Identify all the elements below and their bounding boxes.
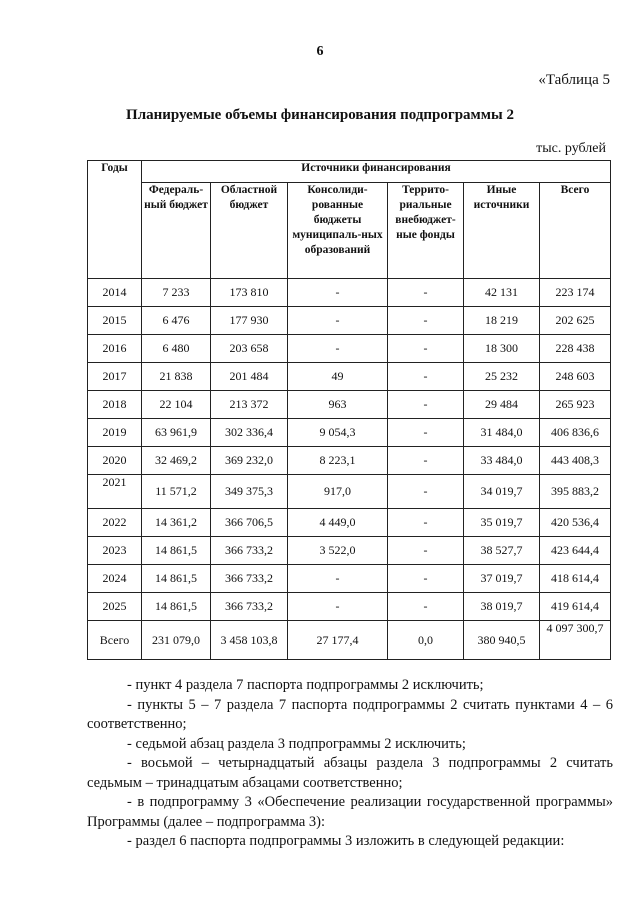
cell: 6 480 xyxy=(142,335,211,363)
cell: 8 223,1 xyxy=(288,447,388,475)
cell: 302 336,4 xyxy=(211,419,288,447)
cell: 38 019,7 xyxy=(464,593,540,621)
table-row xyxy=(88,509,611,537)
table-row-total xyxy=(88,621,611,660)
cell: 223 174 xyxy=(540,279,611,307)
cell: 31 484,0 xyxy=(464,419,540,447)
cell: - xyxy=(388,335,464,363)
cell: - xyxy=(388,593,464,621)
cell: - xyxy=(388,419,464,447)
cell: 9 054,3 xyxy=(288,419,388,447)
cell: 14 361,2 xyxy=(142,509,211,537)
units-label: тыс. рублей xyxy=(536,141,606,156)
cell: 177 930 xyxy=(211,307,288,335)
cell: 173 810 xyxy=(211,279,288,307)
cell: 14 861,5 xyxy=(142,565,211,593)
cell: 11 571,2 xyxy=(142,475,211,509)
cell: 265 923 xyxy=(540,391,611,419)
cell: 203 658 xyxy=(211,335,288,363)
cell: 37 019,7 xyxy=(464,565,540,593)
financing-table xyxy=(87,160,611,660)
cell: 6 476 xyxy=(142,307,211,335)
cell: - xyxy=(388,475,464,509)
cell: 3 522,0 xyxy=(288,537,388,565)
page-number: 6 xyxy=(316,44,324,59)
cell: 33 484,0 xyxy=(464,447,540,475)
cell: 25 232 xyxy=(464,363,540,391)
cell: 228 438 xyxy=(540,335,611,363)
paragraph: - пункт 4 раздела 7 паспорта подпрограммы 2 исключить; xyxy=(127,677,484,693)
table-row xyxy=(88,335,611,363)
header-regional: Областной бюджет xyxy=(211,183,288,279)
cell: 18 300 xyxy=(464,335,540,363)
cell: 4 097 300,7 xyxy=(540,621,611,660)
cell: - xyxy=(388,279,464,307)
cell: 231 079,0 xyxy=(142,621,211,660)
header-other-sources: Иные источники xyxy=(464,183,540,279)
cell-year: 2015 xyxy=(88,307,142,335)
table-row xyxy=(88,391,611,419)
cell: 7 233 xyxy=(142,279,211,307)
cell-year: 2025 xyxy=(88,593,142,621)
cell-year: Всего xyxy=(88,621,142,660)
paragraph: - в подпрограмму 3 «Обеспечение реализации государственной программы» Программы (далее – подпрограмма 3): xyxy=(87,794,613,830)
paragraph: - раздел 6 паспорта подпрограммы 3 изложить в следующей редакции: xyxy=(127,833,565,849)
cell: 349 375,3 xyxy=(211,475,288,509)
cell: 27 177,4 xyxy=(288,621,388,660)
cell: 3 458 103,8 xyxy=(211,621,288,660)
cell: 22 104 xyxy=(142,391,211,419)
cell: 4 449,0 xyxy=(288,509,388,537)
cell: 418 614,4 xyxy=(540,565,611,593)
header-sources: Источники финансирования xyxy=(142,161,611,183)
cell: 38 527,7 xyxy=(464,537,540,565)
cell: 248 603 xyxy=(540,363,611,391)
table-row xyxy=(88,419,611,447)
cell: 0,0 xyxy=(388,621,464,660)
cell: 423 644,4 xyxy=(540,537,611,565)
header-years: Годы xyxy=(88,161,142,279)
cell: 14 861,5 xyxy=(142,593,211,621)
cell: 63 961,9 xyxy=(142,419,211,447)
cell-year: 2018 xyxy=(88,391,142,419)
cell: 18 219 xyxy=(464,307,540,335)
cell: - xyxy=(388,307,464,335)
cell: 380 940,5 xyxy=(464,621,540,660)
cell-year: 2024 xyxy=(88,565,142,593)
cell: 420 536,4 xyxy=(540,509,611,537)
cell: 42 131 xyxy=(464,279,540,307)
cell-year: 2023 xyxy=(88,537,142,565)
cell: - xyxy=(288,307,388,335)
cell-year: 2021 xyxy=(88,475,142,509)
cell-year: 2022 xyxy=(88,509,142,537)
table-row xyxy=(88,475,611,509)
cell: 963 xyxy=(288,391,388,419)
table-label: «Таблица 5 xyxy=(538,72,610,88)
cell: 35 019,7 xyxy=(464,509,540,537)
cell: - xyxy=(388,447,464,475)
table-row xyxy=(88,537,611,565)
cell: - xyxy=(388,391,464,419)
body-text xyxy=(87,676,613,852)
cell: - xyxy=(388,363,464,391)
header-territorial-funds: Террито-риальные внебюджет-ные фонды xyxy=(388,183,464,279)
header-federal: Федераль-ный бюджет xyxy=(142,183,211,279)
cell-year: 2016 xyxy=(88,335,142,363)
header-total: Всего xyxy=(540,183,611,279)
table-row xyxy=(88,447,611,475)
cell: 21 838 xyxy=(142,363,211,391)
cell: 34 019,7 xyxy=(464,475,540,509)
table-row xyxy=(88,363,611,391)
cell: 419 614,4 xyxy=(540,593,611,621)
cell: - xyxy=(288,593,388,621)
cell: 366 733,2 xyxy=(211,593,288,621)
paragraph: - восьмой – четырнадцатый абзацы раздела 3 подпрограммы 2 считать седьмым – тринадцатым абзацами соответственно; xyxy=(87,755,613,791)
table-row xyxy=(88,565,611,593)
header-municipal: Консолиди-рованные бюджеты муниципаль-ных образований xyxy=(288,183,388,279)
paragraph: - седьмой абзац раздела 3 подпрограммы 2 исключить; xyxy=(127,735,466,752)
cell: 201 484 xyxy=(211,363,288,391)
table-row xyxy=(88,279,611,307)
cell: 395 883,2 xyxy=(540,475,611,509)
table-row xyxy=(88,593,611,621)
cell: 32 469,2 xyxy=(142,447,211,475)
cell: 14 861,5 xyxy=(142,537,211,565)
cell: 366 706,5 xyxy=(211,509,288,537)
cell: - xyxy=(388,537,464,565)
page-title: Планируемые объемы финансирования подпрограммы 2 xyxy=(126,107,514,123)
table-row xyxy=(88,307,611,335)
cell: 366 733,2 xyxy=(211,565,288,593)
cell: 49 xyxy=(288,363,388,391)
cell-year: 2020 xyxy=(88,447,142,475)
cell: 406 836,6 xyxy=(540,419,611,447)
cell-year: 2019 xyxy=(88,419,142,447)
cell: 369 232,0 xyxy=(211,447,288,475)
cell: 213 372 xyxy=(211,391,288,419)
cell: - xyxy=(288,565,388,593)
cell-year: 2014 xyxy=(88,279,142,307)
cell: - xyxy=(288,335,388,363)
cell: - xyxy=(388,509,464,537)
cell: - xyxy=(288,279,388,307)
cell: - xyxy=(388,565,464,593)
cell: 366 733,2 xyxy=(211,537,288,565)
cell: 443 408,3 xyxy=(540,447,611,475)
cell: 29 484 xyxy=(464,391,540,419)
cell: 917,0 xyxy=(288,475,388,509)
paragraph: - пункты 5 – 7 раздела 7 паспорта подпрограммы 2 считать пунктами 4 – 6 соответственно; xyxy=(87,696,613,732)
cell-year: 2017 xyxy=(88,363,142,391)
cell: 202 625 xyxy=(540,307,611,335)
